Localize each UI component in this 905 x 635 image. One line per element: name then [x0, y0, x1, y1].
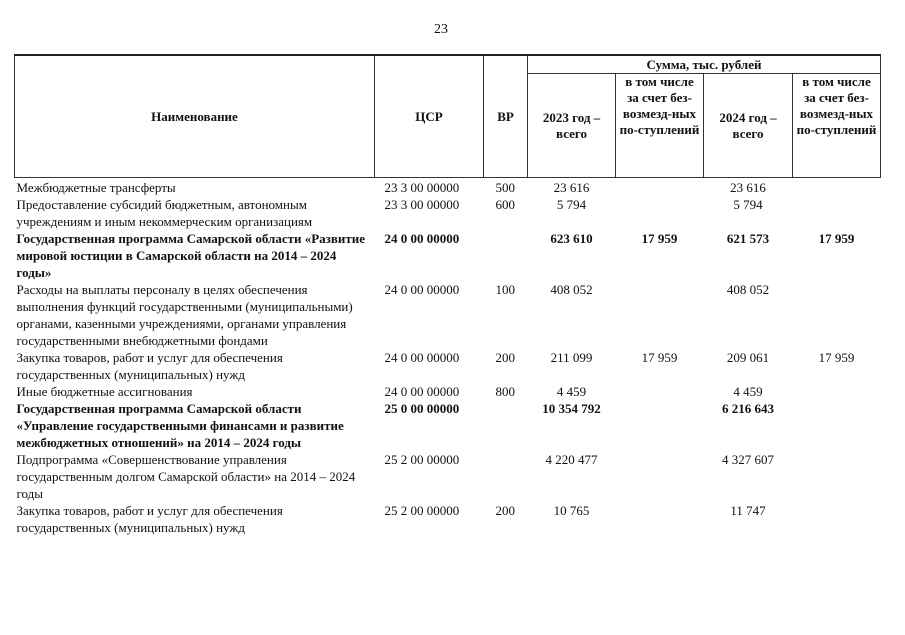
- page-number: 23: [434, 22, 448, 37]
- table-row: [15, 400, 881, 451]
- header-name: Наименование: [15, 55, 375, 178]
- cell-2023-total: 211 099: [550, 350, 593, 365]
- cell-2024-total: 4 459: [733, 384, 763, 399]
- cell-2024-free: [793, 196, 881, 230]
- cell-name: Иные бюджетные ассигнования: [16, 384, 193, 399]
- cell-csr: 25 2 00 00000: [384, 452, 460, 467]
- table-row: [15, 230, 881, 281]
- cell-vr: [484, 230, 528, 281]
- cell-2024-total: 408 052: [726, 282, 770, 297]
- cell-name: Подпрограмма «Совершенствование управления государственным долгом Самарской области» на 2014 – 2024 годы: [16, 452, 356, 501]
- table-row: [15, 383, 881, 400]
- cell-2023-free: [616, 451, 704, 502]
- cell-name: Государственная программа Самарской области «Развитие мировой юстиции в Самарской области на 2014 – 2024 годы»: [16, 231, 366, 280]
- cell-name: Межбюджетные трансферты: [16, 180, 176, 195]
- header-2023-free: в том числе за счет без-возмезд-ных по-ступлений: [616, 74, 704, 178]
- cell-csr: 23 3 00 00000: [384, 180, 460, 195]
- cell-name: Закупка товаров, работ и услуг для обеспечения государственных (муниципальных) нужд: [16, 503, 283, 535]
- cell-2023-total: 623 610: [550, 231, 593, 246]
- cell-2024-free: [793, 451, 881, 502]
- header-2024-total: 2024 год – всего: [704, 74, 793, 178]
- table-body: [15, 178, 881, 537]
- cell-vr: 200: [495, 350, 515, 365]
- table-header: [15, 55, 881, 178]
- header-2024-free: в том числе за счет без-возмезд-ных по-ступлений: [793, 74, 881, 178]
- cell-vr: 800: [495, 384, 515, 399]
- cell-2024-total: 11 747: [730, 503, 766, 518]
- cell-name: Государственная программа Самарской области «Управление государственными финансами и развитие межбюджетных отношений» на 2014 – 2024 годы: [16, 401, 344, 450]
- cell-2023-free: 17 959: [641, 350, 678, 365]
- header-2023-total: 2023 год – всего: [528, 74, 616, 178]
- cell-2023-total: 408 052: [550, 282, 593, 297]
- cell-2024-total: 621 573: [726, 231, 770, 246]
- cell-csr: 23 3 00 00000: [384, 197, 460, 212]
- cell-2023-free: [616, 178, 704, 197]
- cell-2024-free: [793, 400, 881, 451]
- cell-vr: [484, 451, 528, 502]
- cell-2024-total: 6 216 643: [722, 401, 774, 416]
- cell-name: Предоставление субсидий бюджетным, автономным учреждениям и иным некоммерческим организациям: [16, 197, 313, 229]
- cell-vr: 500: [495, 180, 515, 195]
- cell-2024-free: [793, 281, 881, 349]
- cell-2023-total: 10 354 792: [542, 401, 601, 416]
- cell-name: Закупка товаров, работ и услуг для обеспечения государственных (муниципальных) нужд: [16, 350, 283, 382]
- cell-vr: [484, 400, 528, 451]
- header-sum-group: Сумма, тыс. рублей: [528, 55, 881, 74]
- cell-name: Расходы на выплаты персоналу в целях обеспечения выполнения функций государственными (муниципальными) органами, казенными учреждениями, органами управления государственными внебюджетными фондами: [16, 282, 353, 348]
- cell-2023-total: 10 765: [553, 503, 590, 518]
- cell-2023-free: [616, 502, 704, 536]
- cell-2023-free: [616, 400, 704, 451]
- table-row: [15, 502, 881, 536]
- cell-2023-free: [616, 281, 704, 349]
- cell-vr: 600: [495, 197, 515, 212]
- table-row: [15, 281, 881, 349]
- cell-csr: 24 0 00 00000: [384, 231, 460, 246]
- cell-vr: 100: [495, 282, 515, 297]
- cell-2023-free: [616, 383, 704, 400]
- cell-2024-free: [793, 502, 881, 536]
- cell-csr: 24 0 00 00000: [384, 282, 460, 297]
- cell-csr: 24 0 00 00000: [384, 384, 460, 399]
- table-row: [15, 178, 881, 197]
- table-row: [15, 451, 881, 502]
- header-csr: ЦСР: [375, 55, 484, 178]
- cell-2023-total: 4 220 477: [545, 452, 598, 467]
- cell-2024-total: 4 327 607: [722, 452, 774, 467]
- cell-2024-total: 209 061: [726, 350, 770, 365]
- table-row: [15, 196, 881, 230]
- header-vr: ВР: [484, 55, 528, 178]
- cell-2024-free: 17 959: [818, 350, 855, 365]
- cell-csr: 25 0 00 00000: [384, 401, 460, 416]
- cell-2023-free: [616, 196, 704, 230]
- cell-2024-free: [793, 383, 881, 400]
- cell-2024-free: [793, 178, 881, 197]
- cell-2023-total: 23 616: [553, 180, 590, 195]
- cell-2024-total: 23 616: [730, 180, 766, 195]
- cell-vr: 200: [495, 503, 515, 518]
- cell-2023-total: 4 459: [556, 384, 587, 399]
- cell-2023-free: 17 959: [641, 231, 678, 246]
- cell-csr: 25 2 00 00000: [384, 503, 460, 518]
- cell-2023-total: 5 794: [556, 197, 587, 212]
- cell-2024-free: 17 959: [818, 231, 855, 246]
- table-row: [15, 349, 881, 383]
- budget-table: [14, 54, 881, 536]
- cell-csr: 24 0 00 00000: [384, 350, 460, 365]
- cell-2024-total: 5 794: [733, 197, 763, 212]
